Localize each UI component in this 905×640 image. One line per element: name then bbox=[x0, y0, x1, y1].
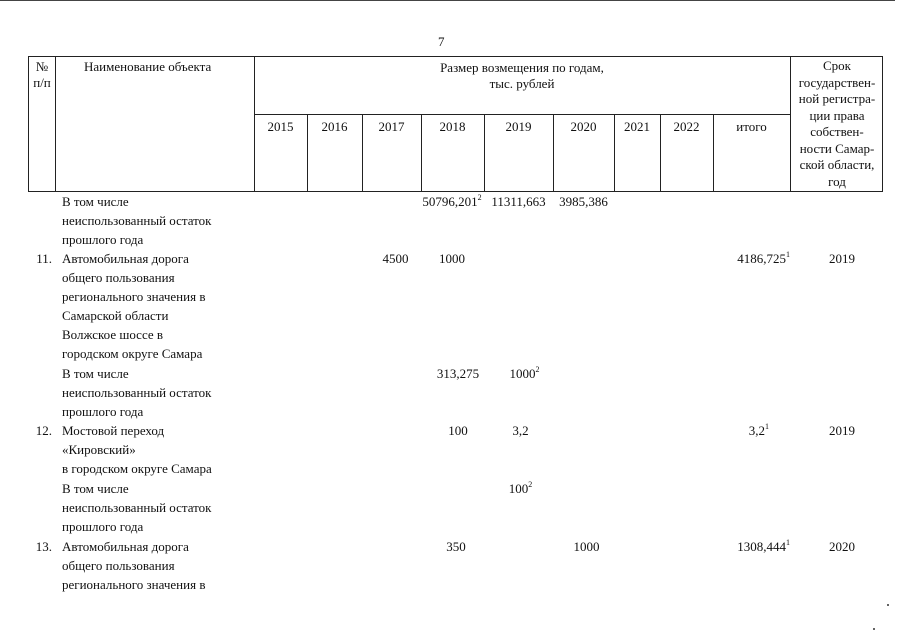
header-term-line8: год bbox=[828, 173, 846, 189]
scan-speck bbox=[873, 628, 875, 630]
page-number: 7 bbox=[438, 34, 445, 49]
header-year-2021: 2021 bbox=[624, 119, 650, 134]
row-value-2019: 11311,663 bbox=[491, 194, 546, 209]
row-name-line: Автомобильная дорога bbox=[62, 539, 189, 554]
header-term-line2: государствен- bbox=[798, 74, 876, 90]
header-term-line5: собствен- bbox=[810, 124, 864, 139]
row-value-2018: 50796,201$^2$ bbox=[422, 193, 482, 209]
row-name-line: В том числе bbox=[62, 481, 129, 496]
row-name-line: неиспользованный остаток bbox=[62, 500, 212, 515]
row-name-line: прошлого года bbox=[62, 404, 144, 419]
row-name-line: «Кировский» bbox=[62, 442, 136, 457]
row-value-2019: 3,2 bbox=[512, 423, 529, 438]
row-number: 12. bbox=[35, 423, 52, 438]
row-total: 1308,444$^1$ bbox=[737, 538, 790, 554]
divider bbox=[254, 114, 790, 115]
row-term: 2019 bbox=[829, 423, 855, 438]
row-value-2017: 4500 bbox=[382, 251, 409, 266]
row-name-line: регионального значения в bbox=[62, 577, 206, 592]
header-year-2019: 2019 bbox=[505, 119, 532, 134]
header-term-line3: ной регистра- bbox=[798, 91, 876, 106]
row-value-2018: 1000 bbox=[439, 251, 465, 266]
row-name-line: прошлого года bbox=[62, 232, 144, 247]
header-year-2015: 2015 bbox=[267, 119, 294, 134]
row-name-line: В том числе bbox=[62, 194, 129, 209]
header-year-2018: 2018 bbox=[439, 119, 466, 134]
row-total: 4186,725$^1$ bbox=[737, 250, 790, 266]
row-value-2020: 3985,386 bbox=[559, 194, 608, 209]
header-year-2016: 2016 bbox=[321, 119, 348, 134]
row-name-line: в городском округе Самара bbox=[62, 461, 212, 476]
header-amount-line1: Размер возмещения по годам, bbox=[440, 60, 604, 75]
row-term: 2020 bbox=[829, 539, 855, 554]
row-number: 11. bbox=[36, 251, 52, 266]
row-name-line: прошлого года bbox=[62, 519, 144, 534]
row-value-2018: 313,275 bbox=[436, 366, 480, 381]
row-name-line: Волжское шоссе в bbox=[62, 327, 164, 342]
header-year-2017: 2017 bbox=[378, 119, 405, 134]
row-name-line: Мостовой переход bbox=[62, 423, 165, 438]
row-name-line: общего пользования bbox=[62, 558, 175, 573]
header-num-line2: п/п bbox=[33, 75, 51, 90]
header-term-line1: Срок bbox=[823, 58, 851, 73]
scan-speck bbox=[887, 604, 889, 606]
row-name-line: регионального значения в bbox=[62, 289, 206, 304]
row-value-2020: 1000 bbox=[573, 539, 600, 554]
row-value-2018: 350 bbox=[446, 539, 466, 554]
divider bbox=[55, 56, 56, 192]
row-value-2019: 1000$^2$ bbox=[509, 365, 540, 381]
header-term-line6: ности Самар- bbox=[799, 140, 875, 156]
header-year-2020: 2020 bbox=[570, 119, 597, 134]
row-value-2019: $100^2$ bbox=[508, 480, 533, 496]
row-total: $3,2^1$ bbox=[748, 422, 769, 438]
page-top-border bbox=[0, 0, 895, 1]
row-name-line: неиспользованный остаток bbox=[62, 213, 212, 228]
row-term: 2019 bbox=[829, 251, 855, 266]
header-name: Наименование объекта bbox=[84, 59, 212, 74]
row-name-line: Самарской области bbox=[62, 308, 169, 323]
header-total: итого bbox=[736, 119, 767, 134]
header-term-line4: ции права bbox=[809, 107, 865, 123]
row-name-line: городском округе Самара bbox=[62, 346, 203, 361]
row-name-line: Автомобильная дорога bbox=[62, 251, 189, 266]
header-amount-line2: тыс. рублей bbox=[489, 76, 555, 91]
header-term-line7: ской области, bbox=[799, 157, 875, 172]
header-num-line1: № bbox=[35, 59, 49, 74]
row-name-line: В том числе bbox=[62, 366, 129, 381]
row-number: 13. bbox=[35, 539, 52, 554]
header-year-2022: 2022 bbox=[673, 119, 700, 134]
row-name-line: общего пользования bbox=[62, 270, 175, 285]
row-value-2018: 100 bbox=[448, 423, 468, 438]
row-name-line: неиспользованный остаток bbox=[62, 385, 212, 400]
